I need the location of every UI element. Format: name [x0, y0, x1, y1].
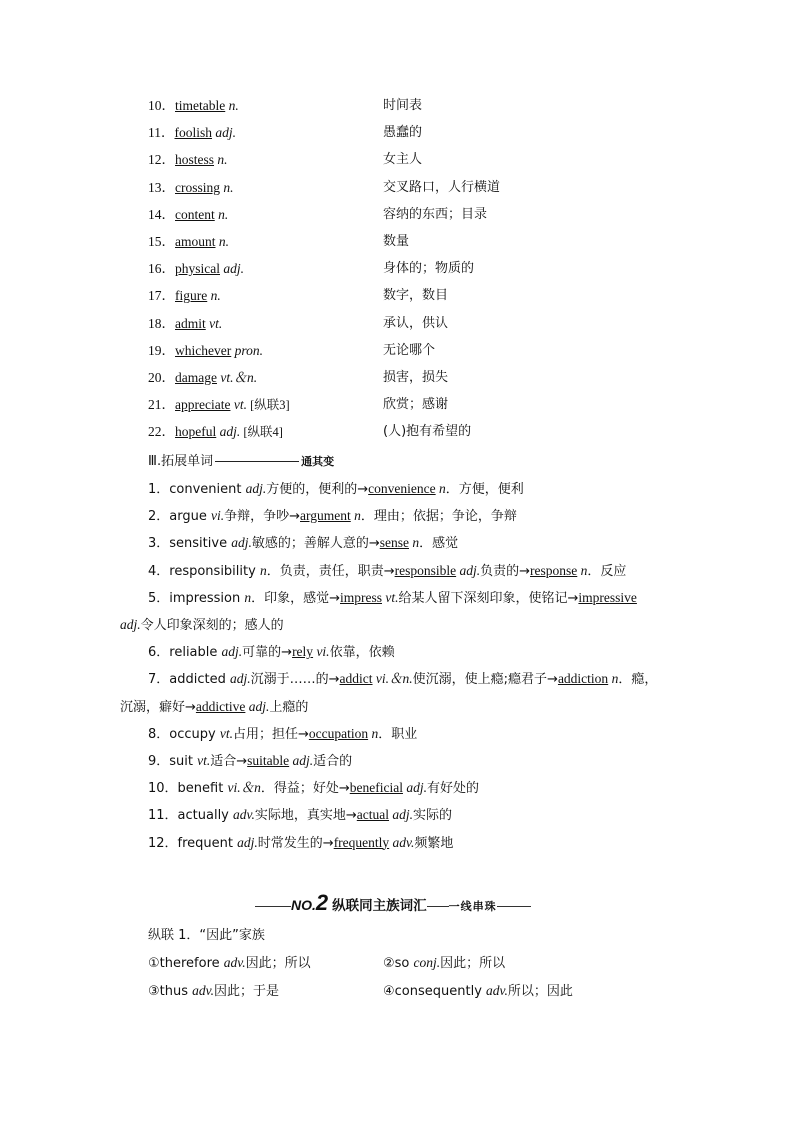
- part-of-speech: vi.＆n.: [372, 671, 413, 687]
- answer-word: argument: [300, 508, 351, 524]
- heading-rule: [215, 461, 299, 462]
- vocab-number: 11．: [148, 125, 175, 141]
- vocab-number: 13．: [148, 179, 175, 195]
- text-segment: 4．responsibility: [148, 563, 260, 579]
- expand-row: [148, 561, 626, 581]
- answer-word: frequently: [333, 834, 390, 850]
- part-of-speech: adv.: [233, 807, 255, 823]
- answer-word: addiction: [557, 671, 609, 687]
- vocab-english: [148, 123, 378, 143]
- section-3-tail: 通其变: [301, 455, 335, 468]
- vocab-number: 21．: [148, 397, 175, 413]
- vocab-word: amount: [175, 234, 216, 249]
- vocab-chinese: (人)抱有希望的: [383, 424, 472, 440]
- text-segment: 争辩，争吵→: [224, 509, 301, 525]
- vocab-chinese: 承认，供认: [383, 315, 449, 331]
- part-of-speech: vt.＆n.: [216, 370, 258, 385]
- text-segment: 6．reliable: [148, 645, 222, 661]
- expand-row: [148, 778, 479, 798]
- part-of-speech: adj.: [389, 807, 414, 823]
- vocab-chinese: 交叉路口，人行横道: [383, 179, 501, 195]
- part-of-speech: conj.: [413, 955, 441, 970]
- part-of-speech: adj.: [245, 698, 270, 714]
- text-segment: 使沉溺，使上瘾;瘾君子→: [412, 672, 558, 688]
- text-segment: 因此；所以: [245, 956, 311, 971]
- text-segment: ．理由；依据；争论，争辩: [360, 509, 517, 525]
- text-segment: 8．occupy: [148, 726, 220, 742]
- vocab-word: admit: [175, 315, 206, 331]
- vocab-chinese: 欣赏；感谢: [383, 397, 449, 413]
- text-segment: ．印象，感觉→: [251, 590, 340, 606]
- part-of-speech: adj.: [289, 753, 314, 768]
- expand-row: [148, 642, 395, 662]
- vocab-english: [148, 422, 378, 442]
- text-segment: 负责的→: [480, 563, 531, 579]
- vocab-chinese: 容纳的东西；目录: [383, 206, 488, 222]
- text-segment: 12．frequent: [148, 835, 238, 851]
- expand-row: [148, 724, 417, 744]
- expand-row: [148, 669, 657, 689]
- cross-reference-tag: [纵联4]: [240, 425, 283, 440]
- part-of-speech: adv.: [389, 834, 415, 850]
- vocab-english: [148, 178, 378, 198]
- answer-word: convenience: [368, 481, 436, 496]
- vocab-chinese: 女主人: [383, 152, 423, 168]
- vocab-number: 10．: [148, 98, 175, 113]
- text-segment: 3．sensitive: [148, 536, 232, 552]
- part-of-speech: n.: [214, 206, 229, 222]
- family-item: [148, 953, 311, 974]
- text-segment: 实际的: [413, 808, 453, 824]
- vocab-english: [148, 150, 378, 170]
- expand-row-continuation: [120, 615, 284, 635]
- text-segment: 有好处的: [426, 781, 479, 797]
- part-of-speech: n: [350, 508, 361, 524]
- part-of-speech: vt.: [230, 397, 247, 413]
- part-of-speech: n: [577, 562, 588, 578]
- vocab-word: hostess: [175, 152, 215, 168]
- answer-word: rely: [292, 644, 314, 660]
- text-segment: ②so: [383, 956, 414, 971]
- part-of-speech: adj.: [120, 617, 141, 632]
- part-of-speech: adj.: [220, 261, 245, 277]
- text-segment: 因此；于是: [214, 984, 280, 999]
- family-item: [383, 953, 505, 974]
- vocab-chinese: 时间表: [383, 98, 423, 113]
- text-segment: 令人印象深刻的；感人的: [140, 618, 284, 633]
- expand-row: [148, 506, 517, 526]
- answer-word: suitable: [247, 753, 290, 768]
- vocab-word: whichever: [175, 342, 232, 358]
- text-segment: 实际地，真实地→: [254, 808, 357, 824]
- part-of-speech: n: [259, 562, 267, 578]
- answer-word: occupation: [308, 725, 369, 741]
- vocab-chinese: 无论哪个: [383, 342, 436, 358]
- text-segment: 10．benefit: [148, 781, 228, 797]
- part-of-speech: n: [244, 589, 252, 605]
- text-segment: 方便的，便利的→: [266, 482, 369, 497]
- part-of-speech: adj.: [456, 562, 481, 578]
- vocab-word: figure: [175, 288, 208, 304]
- text-segment: ④consequently: [383, 984, 487, 999]
- text-segment: 占用；担任→: [232, 726, 309, 742]
- part-of-speech: adj.: [229, 671, 251, 687]
- part-of-speech: vi.＆n: [227, 780, 261, 796]
- text-segment: 上瘾的: [269, 699, 309, 715]
- part-of-speech: pron.: [231, 342, 263, 358]
- text-segment: 沉溺于……的→: [250, 672, 340, 688]
- part-of-speech: adj.: [245, 481, 267, 496]
- vocab-word: appreciate: [175, 397, 231, 413]
- vocab-word: hopeful: [175, 424, 217, 440]
- cross-reference-tag: [纵联3]: [246, 398, 290, 413]
- text-segment: 时常发生的→: [257, 835, 334, 851]
- text-segment: 可靠的→: [242, 645, 293, 661]
- part-of-speech: vi.: [210, 508, 225, 524]
- vocab-number: 20．: [148, 370, 175, 385]
- part-of-speech: n: [368, 725, 379, 741]
- part-of-speech: adj.: [212, 125, 237, 141]
- section-3-title: Ⅲ.拓展单词: [148, 454, 214, 469]
- vocab-english: [148, 232, 378, 252]
- banner-title: 纵联同主族词汇: [332, 898, 427, 914]
- vocab-english: [148, 286, 378, 306]
- vocab-word: timetable: [175, 98, 226, 113]
- text-segment: ．得益；好处→: [260, 781, 350, 797]
- part-of-speech: n.: [214, 152, 228, 168]
- vocab-english: [148, 96, 378, 116]
- vocab-number: 19．: [148, 342, 175, 358]
- text-segment: ．负责，责任，职责→: [266, 563, 395, 579]
- vocab-number: 15．: [148, 234, 175, 249]
- part-of-speech: n.: [220, 179, 234, 195]
- part-of-speech: n.: [215, 234, 229, 249]
- part-of-speech: vi.: [313, 644, 330, 660]
- expand-row: [148, 805, 452, 825]
- vocab-number: 12．: [148, 152, 175, 168]
- text-segment: 敏感的；善解人意的→: [251, 536, 380, 552]
- part-of-speech: adj.: [402, 780, 427, 796]
- part-of-speech: vt.: [219, 725, 233, 741]
- answer-word: addictive: [195, 698, 246, 714]
- expand-row-continuation: [120, 697, 308, 717]
- part-of-speech: vt.: [197, 753, 211, 768]
- part-of-speech: adj.: [237, 834, 258, 850]
- text-segment: ．职业: [378, 726, 418, 742]
- part-of-speech: n: [435, 481, 446, 496]
- text-segment: 频繁地: [414, 835, 454, 851]
- vocab-word: foolish: [174, 125, 213, 141]
- vocab-english: [148, 259, 378, 279]
- vocab-chinese: 身体的；物质的: [383, 261, 475, 277]
- part-of-speech: adv.: [223, 955, 246, 970]
- answer-word: beneficial: [349, 780, 403, 796]
- vocab-word: content: [175, 206, 215, 222]
- banner-rule-mid: [427, 906, 449, 907]
- text-segment: ．方便，便利: [445, 482, 524, 497]
- no2-section-banner: [255, 890, 575, 918]
- text-segment: 沉溺，癖好→: [120, 699, 196, 715]
- family-item: [383, 981, 573, 1002]
- vocab-word: damage: [175, 370, 217, 385]
- text-segment: 适合的: [313, 754, 353, 769]
- vocab-number: 16．: [148, 261, 175, 277]
- part-of-speech: vt.: [205, 315, 223, 331]
- text-segment: 所以；因此: [507, 984, 573, 999]
- part-of-speech: adj.: [231, 535, 252, 551]
- vocab-number: 17．: [148, 288, 175, 304]
- vocab-chinese: 愚蠢的: [383, 125, 423, 141]
- banner-subtitle: 一线串珠: [448, 900, 497, 913]
- expand-row: [148, 588, 637, 608]
- part-of-speech: adj.: [221, 644, 243, 660]
- section-3-heading: [148, 452, 334, 472]
- vocab-chinese: 损害，损失: [383, 370, 449, 385]
- vocab-chinese: 数量: [383, 234, 410, 249]
- answer-word: impress: [340, 589, 382, 605]
- family-title: 纵联 1．“因此”家族: [148, 928, 265, 943]
- text-segment: ．感觉: [419, 536, 459, 552]
- vocab-word: crossing: [175, 179, 220, 195]
- text-segment: 2．argue: [148, 509, 211, 525]
- part-of-speech: vt.: [382, 589, 399, 605]
- expand-row: [148, 479, 524, 499]
- text-segment: ③thus: [148, 984, 193, 999]
- vocab-english: [148, 341, 378, 361]
- expand-row: [148, 833, 453, 853]
- text-segment: 1．convenient: [148, 482, 246, 497]
- part-of-speech: n: [409, 535, 420, 551]
- vocab-english: [148, 314, 378, 334]
- part-of-speech: adv.: [486, 983, 508, 998]
- text-segment: 依靠，依赖: [329, 645, 395, 661]
- text-segment: 因此；所以: [440, 956, 506, 971]
- part-of-speech: n.: [207, 288, 221, 304]
- text-segment: ①therefore: [148, 956, 224, 971]
- answer-word: responsible: [394, 562, 457, 578]
- vocab-english: [148, 205, 378, 225]
- banner-label: NO.: [291, 897, 316, 913]
- text-segment: 适合→: [210, 754, 248, 769]
- text-segment: 9．suit: [148, 754, 198, 769]
- vocab-number: 14．: [148, 206, 175, 222]
- text-segment: 给某人留下深刻印象，使铭记→: [398, 590, 579, 606]
- text-segment: 5．impression: [148, 590, 245, 606]
- part-of-speech: adj.: [216, 424, 241, 440]
- vocab-word: physical: [175, 261, 220, 277]
- banner-number: 2: [315, 890, 329, 915]
- vocab-number: 18．: [148, 315, 175, 331]
- text-segment: ．反应: [587, 563, 627, 579]
- vocab-english: [148, 395, 378, 415]
- part-of-speech: adv.: [192, 983, 215, 998]
- expand-row: [148, 751, 352, 771]
- vocab-english: [148, 368, 378, 388]
- vocab-number: 22．: [148, 424, 175, 440]
- answer-word: impressive: [578, 589, 637, 605]
- part-of-speech: n.: [225, 98, 239, 113]
- answer-word: sense: [379, 535, 409, 551]
- expand-row: [148, 533, 458, 553]
- answer-word: actual: [356, 807, 390, 823]
- banner-rule-right: [497, 906, 531, 907]
- vocab-chinese: 数字，数目: [383, 288, 449, 304]
- answer-word: addict: [339, 671, 373, 687]
- answer-word: response: [530, 562, 578, 578]
- text-segment: 7．addicted: [148, 672, 230, 688]
- family-item: [148, 981, 279, 1002]
- banner-rule-left: [255, 906, 291, 907]
- part-of-speech: n: [608, 671, 619, 687]
- text-segment: ．瘾，: [618, 672, 658, 688]
- text-segment: 11．actually: [148, 808, 234, 824]
